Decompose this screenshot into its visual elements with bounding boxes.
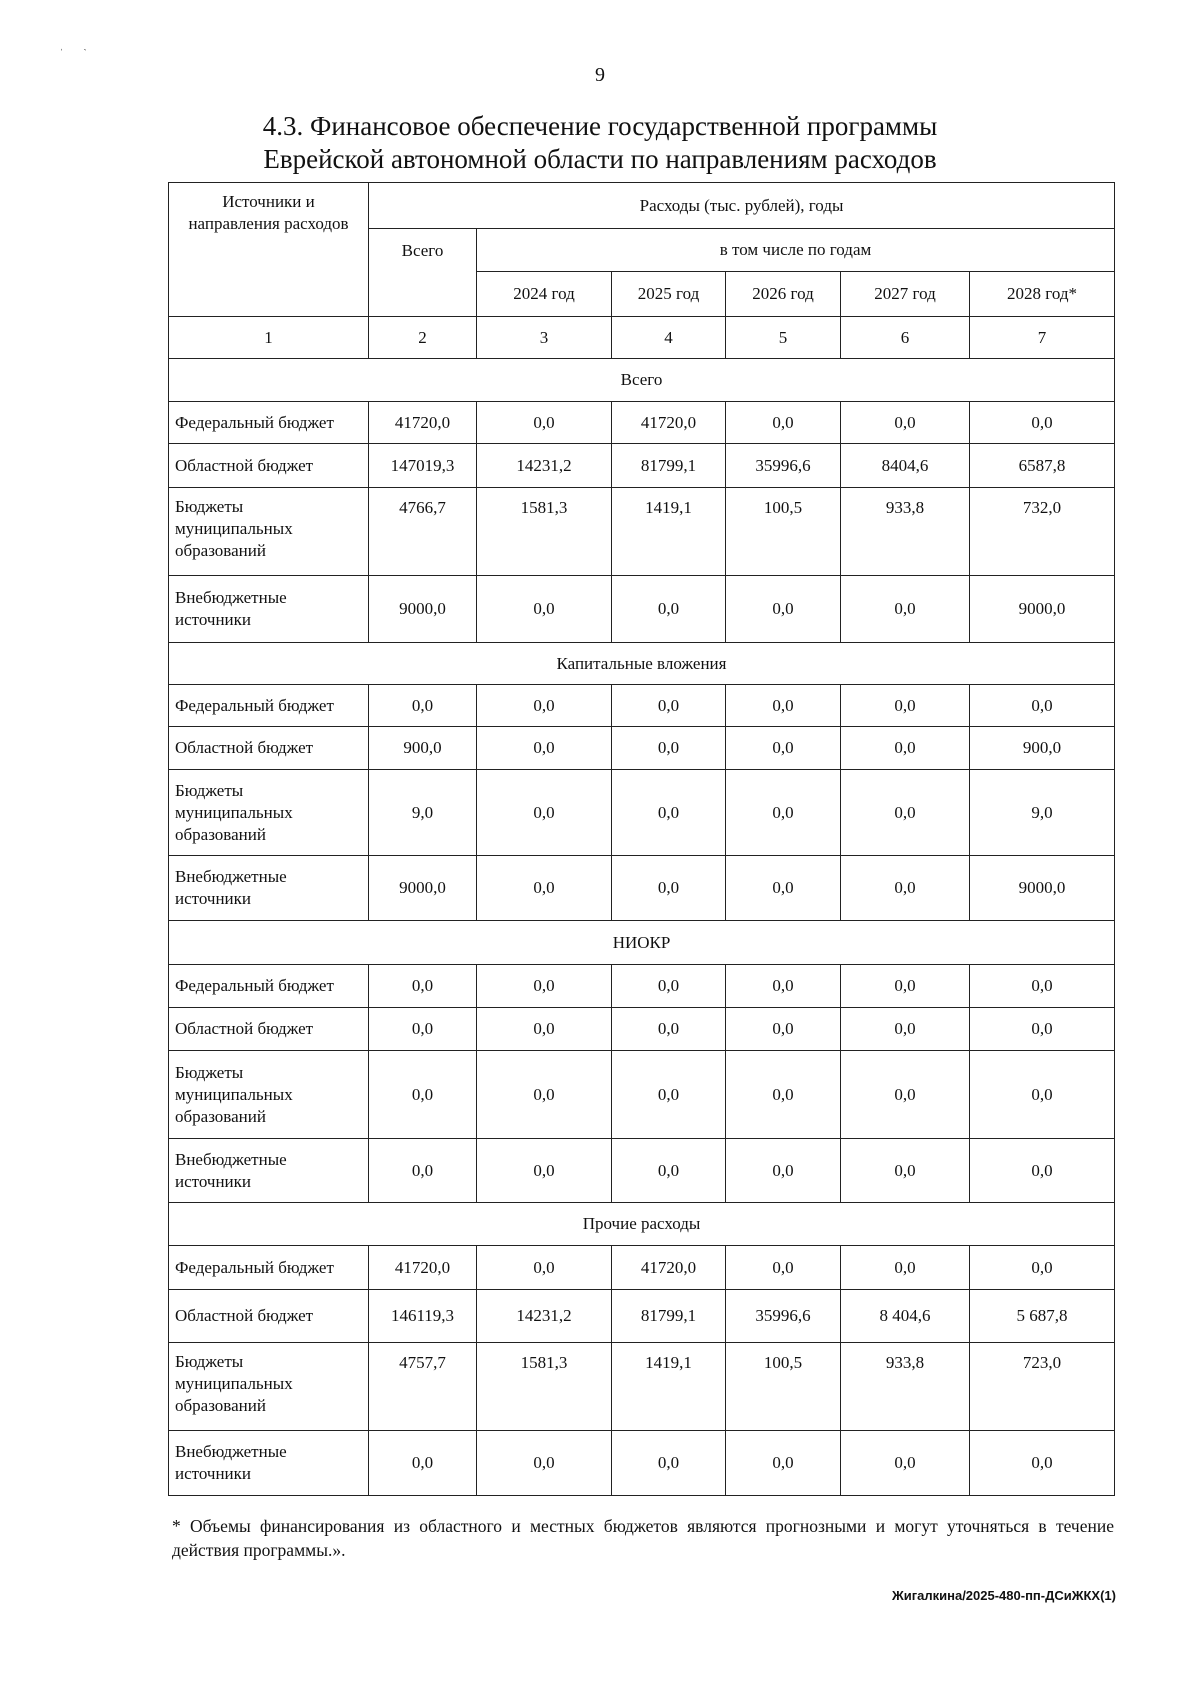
row-label: Областной бюджет	[169, 727, 369, 770]
value-cell: 0,0	[726, 1008, 841, 1051]
section-title: Прочие расходы	[169, 1203, 1115, 1246]
value-cell: 81799,1	[612, 1290, 726, 1343]
column-number-5: 5	[726, 317, 841, 359]
row-label: Бюджеты муниципальных образований	[169, 770, 369, 856]
row-label: Бюджеты муниципальных образований	[169, 1343, 369, 1431]
value-cell: 0,0	[612, 727, 726, 770]
section-row	[169, 359, 1115, 402]
value-cell: 0,0	[612, 1139, 726, 1203]
value-cell: 146119,3	[369, 1290, 477, 1343]
header-by-year: в том числе по годам	[477, 229, 1115, 272]
value-cell: 0,0	[612, 856, 726, 921]
value-cell: 732,0	[970, 488, 1115, 576]
value-cell: 0,0	[841, 856, 970, 921]
value-cell: 0,0	[477, 965, 612, 1008]
value-cell: 0,0	[841, 965, 970, 1008]
value-cell: 9,0	[970, 770, 1115, 856]
table-row	[169, 727, 1115, 770]
header-source-col: Источники и направления расходов	[169, 183, 369, 317]
section-title: Всего	[169, 359, 1115, 402]
value-cell: 0,0	[726, 685, 841, 727]
row-label: Внебюджетные источники	[169, 856, 369, 921]
value-cell: 0,0	[612, 965, 726, 1008]
footnote: * Объемы финансирования из областного и местных бюджетов являются прогнозными и могут уточняться в течение действия программы.».	[172, 1516, 1114, 1560]
section-row	[169, 1203, 1115, 1246]
value-cell: 8404,6	[841, 444, 970, 488]
value-cell: 0,0	[369, 1051, 477, 1139]
value-cell: 0,0	[726, 1246, 841, 1290]
value-cell: 0,0	[970, 1008, 1115, 1051]
value-cell: 0,0	[369, 965, 477, 1008]
table-row	[169, 1246, 1115, 1290]
row-label: Федеральный бюджет	[169, 965, 369, 1008]
value-cell: 0,0	[970, 965, 1115, 1008]
section-row	[169, 921, 1115, 965]
row-label: Областной бюджет	[169, 1290, 369, 1343]
row-label: Бюджеты муниципальных образований	[169, 488, 369, 576]
value-cell: 0,0	[477, 856, 612, 921]
value-cell: 1581,3	[477, 488, 612, 576]
page-number: 9	[595, 64, 605, 86]
value-cell: 0,0	[841, 1139, 970, 1203]
value-cell: 0,0	[841, 1431, 970, 1496]
value-cell: 0,0	[477, 1431, 612, 1496]
financing-table	[168, 182, 1115, 1496]
column-number-1: 1	[169, 317, 369, 359]
value-cell: 14231,2	[477, 444, 612, 488]
value-cell: 900,0	[369, 727, 477, 770]
value-cell: 41720,0	[369, 1246, 477, 1290]
value-cell: 0,0	[841, 727, 970, 770]
value-cell: 0,0	[841, 1246, 970, 1290]
value-cell: 5 687,8	[970, 1290, 1115, 1343]
value-cell: 4766,7	[369, 488, 477, 576]
value-cell: 0,0	[477, 685, 612, 727]
value-cell: 0,0	[841, 770, 970, 856]
table-row	[169, 1290, 1115, 1343]
title-line-1: 4.3. Финансовое обеспечение государственной программы	[262, 111, 938, 141]
row-label: Внебюджетные источники	[169, 1431, 369, 1496]
row-label: Федеральный бюджет	[169, 685, 369, 727]
table-row	[169, 576, 1115, 643]
table-row	[169, 1343, 1115, 1431]
value-cell: 0,0	[612, 770, 726, 856]
value-cell: 0,0	[841, 1008, 970, 1051]
row-label: Областной бюджет	[169, 1008, 369, 1051]
value-cell: 8 404,6	[841, 1290, 970, 1343]
page-title	[170, 110, 1030, 176]
row-label: Внебюджетные источники	[169, 1139, 369, 1203]
header-expenses: Расходы (тыс. рублей), годы	[369, 183, 1115, 229]
value-cell: 0,0	[970, 1139, 1115, 1203]
value-cell: 0,0	[726, 1051, 841, 1139]
value-cell: 0,0	[477, 1051, 612, 1139]
header-year-2025: 2025 год	[612, 272, 726, 317]
value-cell: 0,0	[477, 770, 612, 856]
row-label: Внебюджетные источники	[169, 576, 369, 643]
table-row	[169, 965, 1115, 1008]
table-row	[169, 685, 1115, 727]
table-row	[169, 1008, 1115, 1051]
value-cell: 0,0	[726, 1139, 841, 1203]
header-year-2028: 2028 год*	[970, 272, 1115, 317]
value-cell: 0,0	[726, 727, 841, 770]
value-cell: 41720,0	[612, 1246, 726, 1290]
value-cell: 0,0	[612, 1051, 726, 1139]
value-cell: 4757,7	[369, 1343, 477, 1431]
row-label: Федеральный бюджет	[169, 402, 369, 444]
value-cell: 0,0	[726, 1431, 841, 1496]
value-cell: 35996,6	[726, 1290, 841, 1343]
value-cell: 41720,0	[369, 402, 477, 444]
value-cell: 0,0	[369, 1008, 477, 1051]
header-year-2024: 2024 год	[477, 272, 612, 317]
column-number-7: 7	[970, 317, 1115, 359]
table-row	[169, 1139, 1115, 1203]
value-cell: 0,0	[970, 1246, 1115, 1290]
value-cell: 0,0	[612, 685, 726, 727]
table-row	[169, 856, 1115, 921]
table-row	[169, 444, 1115, 488]
value-cell: 1419,1	[612, 488, 726, 576]
value-cell: 35996,6	[726, 444, 841, 488]
value-cell: 0,0	[726, 576, 841, 643]
value-cell: 0,0	[726, 770, 841, 856]
scan-marks: ˌ ˏ	[60, 40, 87, 51]
row-label: Областной бюджет	[169, 444, 369, 488]
header-year-2026: 2026 год	[726, 272, 841, 317]
value-cell: 0,0	[841, 402, 970, 444]
value-cell: 0,0	[369, 1431, 477, 1496]
value-cell: 900,0	[970, 727, 1115, 770]
value-cell: 0,0	[841, 685, 970, 727]
value-cell: 0,0	[477, 576, 612, 643]
value-cell: 14231,2	[477, 1290, 612, 1343]
value-cell: 0,0	[477, 727, 612, 770]
value-cell: 0,0	[477, 1246, 612, 1290]
value-cell: 0,0	[726, 856, 841, 921]
value-cell: 0,0	[970, 1431, 1115, 1496]
value-cell: 100,5	[726, 1343, 841, 1431]
value-cell: 933,8	[841, 1343, 970, 1431]
row-label: Бюджеты муниципальных образований	[169, 1051, 369, 1139]
value-cell: 100,5	[726, 488, 841, 576]
header-year-2027: 2027 год	[841, 272, 970, 317]
value-cell: 9,0	[369, 770, 477, 856]
value-cell: 9000,0	[369, 576, 477, 643]
value-cell: 1419,1	[612, 1343, 726, 1431]
value-cell: 0,0	[726, 402, 841, 444]
value-cell: 0,0	[970, 685, 1115, 727]
section-row	[169, 643, 1115, 685]
value-cell: 0,0	[369, 1139, 477, 1203]
value-cell: 0,0	[970, 402, 1115, 444]
column-number-3: 3	[477, 317, 612, 359]
header-total: Всего	[369, 229, 477, 317]
document-stamp: Жигалкина/2025-480-пп-ДСиЖКХ(1)	[891, 1588, 1116, 1603]
value-cell: 0,0	[369, 685, 477, 727]
value-cell: 0,0	[612, 1431, 726, 1496]
value-cell: 723,0	[970, 1343, 1115, 1431]
value-cell: 9000,0	[970, 856, 1115, 921]
value-cell: 933,8	[841, 488, 970, 576]
column-number-4: 4	[612, 317, 726, 359]
table-row	[169, 770, 1115, 856]
table-row	[169, 402, 1115, 444]
value-cell: 9000,0	[970, 576, 1115, 643]
value-cell: 0,0	[726, 965, 841, 1008]
value-cell: 41720,0	[612, 402, 726, 444]
value-cell: 9000,0	[369, 856, 477, 921]
value-cell: 0,0	[970, 1051, 1115, 1139]
value-cell: 0,0	[841, 1051, 970, 1139]
value-cell: 0,0	[841, 576, 970, 643]
value-cell: 1581,3	[477, 1343, 612, 1431]
section-title: Капитальные вложения	[169, 643, 1115, 685]
value-cell: 0,0	[612, 576, 726, 643]
value-cell: 0,0	[612, 1008, 726, 1051]
section-title: НИОКР	[169, 921, 1115, 965]
value-cell: 0,0	[477, 1139, 612, 1203]
column-number-6: 6	[841, 317, 970, 359]
table-row	[169, 488, 1115, 576]
value-cell: 81799,1	[612, 444, 726, 488]
table-row	[169, 1051, 1115, 1139]
value-cell: 147019,3	[369, 444, 477, 488]
value-cell: 0,0	[477, 402, 612, 444]
column-number-2: 2	[369, 317, 477, 359]
title-line-2: Еврейской автономной области по направлениям расходов	[263, 144, 937, 174]
table-row	[169, 1431, 1115, 1496]
value-cell: 6587,8	[970, 444, 1115, 488]
value-cell: 0,0	[477, 1008, 612, 1051]
row-label: Федеральный бюджет	[169, 1246, 369, 1290]
